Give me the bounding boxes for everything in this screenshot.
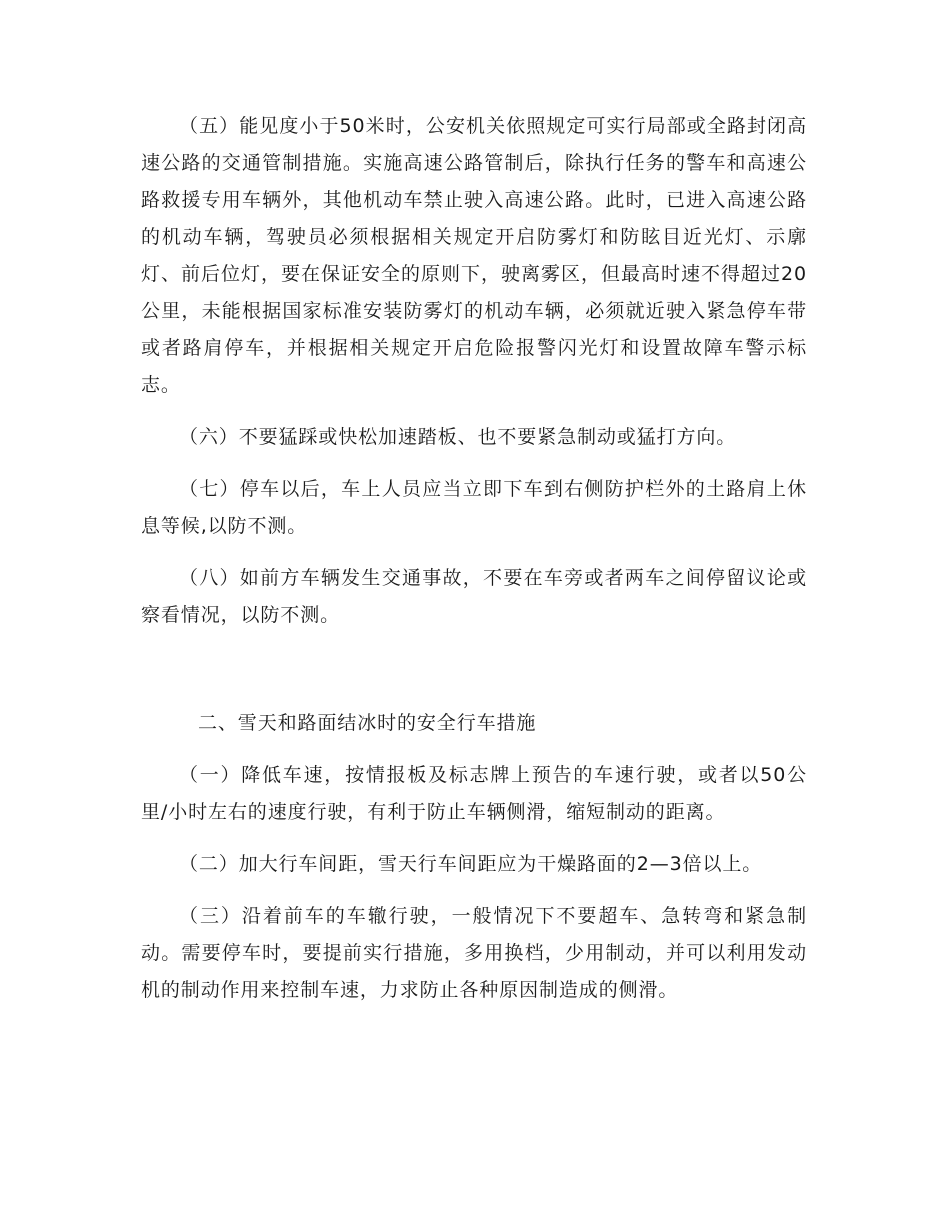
- paragraph-accident-ahead: （八）如前方车辆发生交通事故，不要在车旁或者两车之间停留议论或察看情况，以防不测。: [141, 567, 807, 626]
- section-heading: 二、雪天和路面结冰时的安全行车措施: [198, 712, 537, 734]
- document-page: [141, 108, 807, 1009]
- paragraph-reduce-speed: （一）降低车速，按情报板及标志牌上预告的车速行驶，或者以50公里/小时左右的速度行驶，有利于防止车辆侧滑，缩短制动的距离。: [141, 764, 807, 823]
- paragraph-follow-ruts: （三）沿着前车的车辙行驶，一般情况下不要超车、急转弯和紧急制动。需要停车时，要提前实行措施，多用换档，少用制动，并可以利用发动机的制动作用来控制车速，力求防止各种原因制造成的侧滑。: [141, 905, 807, 1001]
- paragraph-increase-distance: （二）加大行车间距，雪天行车间距应为干燥路面的2—3倍以上。: [179, 853, 763, 875]
- paragraph-fog-closure: （五）能见度小于50米时，公安机关依照规定可实行局部或全路封闭高速公路的交通管制措施。实施高速公路管制后，除执行任务的警车和高速公路救援专用车辆外，其他机动车禁止驶入高速公路。此时，已进入高速公路的机动车辆，驾驶员必须根据相关规定开启防雾灯和防眩目近光灯、示廓灯、前后位灯，要在保证安全的原则下，驶离雾区，但最高时速不得超过20公里，未能根据国家标准安装防雾灯的机动车辆，必须就近驶入紧急停车带或者路肩停车，并根据相关规定开启危险报警闪光灯和设置故障车警示标志。: [141, 115, 807, 396]
- paragraph-exit-vehicle: （七）停车以后，车上人员应当立即下车到右侧防护栏外的土路肩上休息等候,以防不测。: [141, 478, 807, 537]
- paragraph-no-sudden-pedal: （六）不要猛踩或快松加速踏板、也不要紧急制动或猛打方向。: [179, 426, 737, 448]
